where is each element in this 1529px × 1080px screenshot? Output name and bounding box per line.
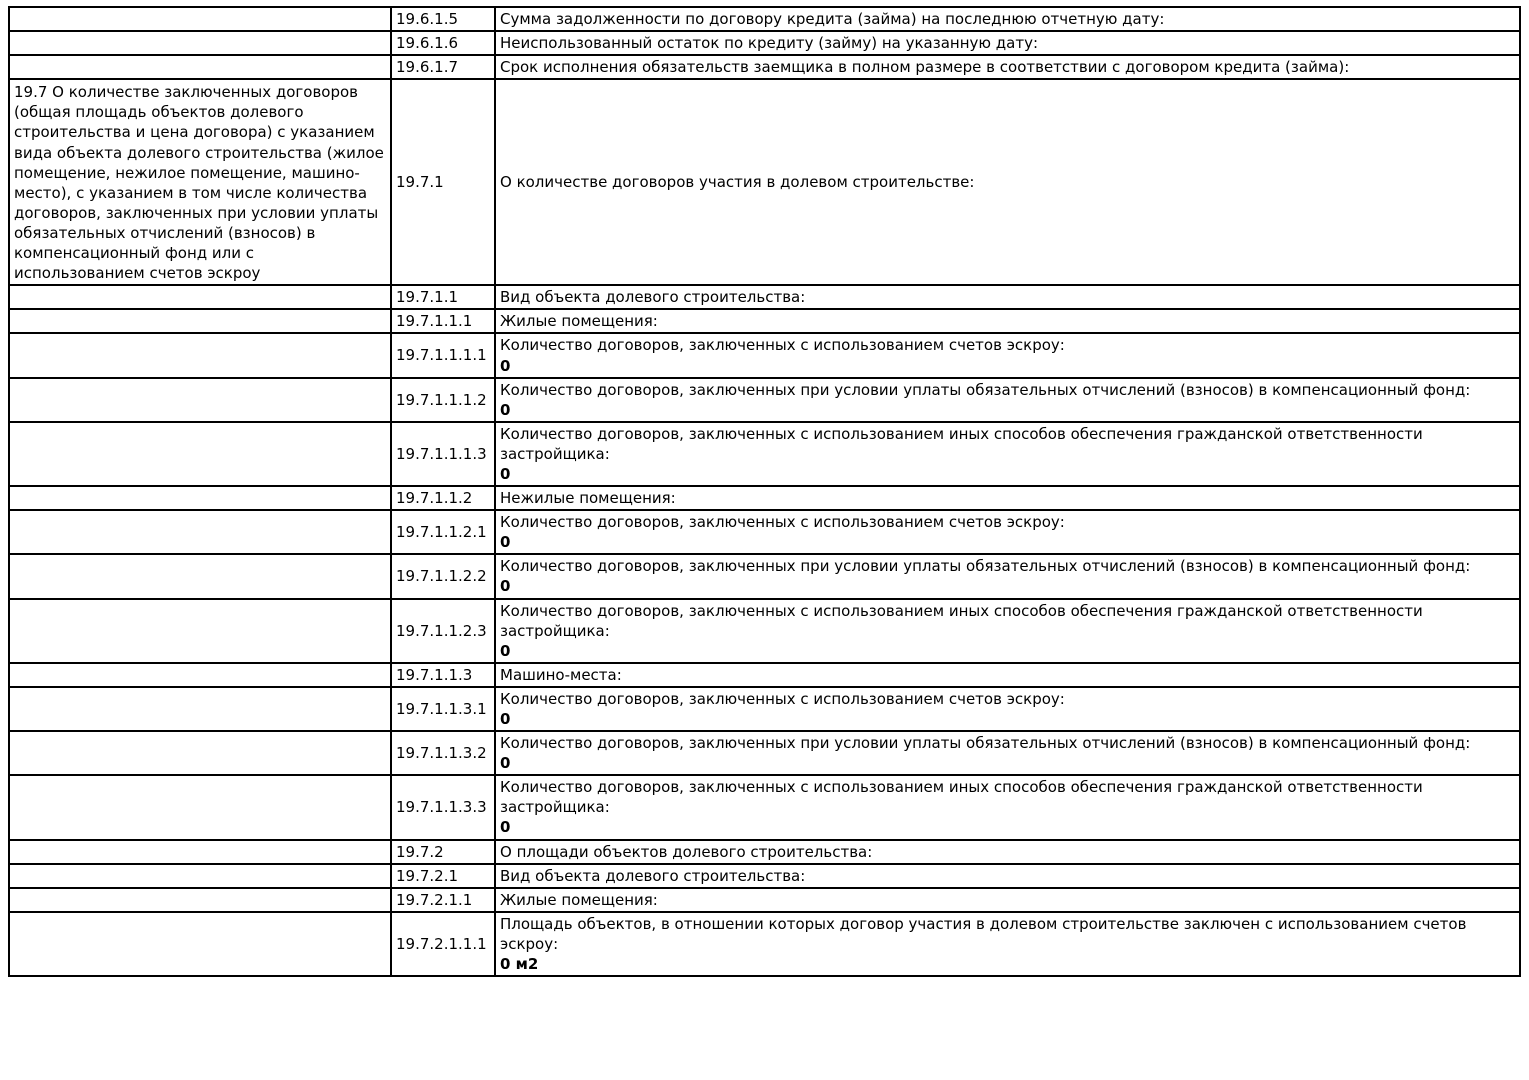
row-value: 0 м2: [500, 955, 539, 974]
left-cell: [9, 378, 391, 422]
code-cell: [391, 912, 495, 976]
text-cell: [495, 687, 1520, 731]
row-code: 19.6.1.7: [396, 58, 459, 77]
code-cell: [391, 663, 495, 687]
left-cell: [9, 775, 391, 839]
text-cell: [495, 285, 1520, 309]
row-value: 0: [500, 641, 511, 660]
left-cell: [9, 554, 391, 598]
row-label: Количество договоров, заключенных с использованием счетов эскроу:: [500, 513, 1065, 532]
table-row: [9, 510, 1520, 554]
text-cell: [495, 31, 1520, 55]
row-value: 0: [500, 754, 511, 773]
row-code: 19.7.1.1.1.3: [396, 444, 487, 463]
text-cell: [495, 79, 1520, 285]
table-row: [9, 55, 1520, 79]
row-label: Количество договоров, заключенных при условии уплаты обязательных отчислений (взносов) в компенсационный фонд:: [500, 380, 1471, 399]
left-cell: [9, 309, 391, 333]
row-value: 0: [500, 577, 511, 596]
code-cell: [391, 7, 495, 31]
text-cell: [495, 912, 1520, 976]
row-label: Сумма задолженности по договору кредита (займа) на последнюю отчетную дату:: [500, 10, 1165, 28]
code-cell: [391, 554, 495, 598]
text-cell: [495, 864, 1520, 888]
table-row: [9, 79, 1520, 285]
row-label: О площади объектов долевого строительства:: [500, 842, 873, 861]
text-cell: [495, 55, 1520, 79]
code-cell: [391, 422, 495, 486]
row-label: Количество договоров, заключенных с использованием счетов эскроу:: [500, 336, 1065, 355]
code-cell: [391, 599, 495, 663]
table-row: [9, 7, 1520, 31]
left-cell: [9, 55, 391, 79]
code-cell: [391, 378, 495, 422]
row-label: Количество договоров, заключенных при условии уплаты обязательных отчислений (взносов) в компенсационный фонд:: [500, 734, 1471, 753]
row-code: 19.7.1.1.3.3: [396, 798, 487, 817]
table-row: [9, 687, 1520, 731]
table-row: [9, 864, 1520, 888]
code-cell: [391, 55, 495, 79]
row-label: Количество договоров, заключенных при условии уплаты обязательных отчислений (взносов) в компенсационный фонд:: [500, 557, 1471, 576]
row-code: 19.7.1.1.2.2: [396, 567, 487, 586]
text-cell: [495, 378, 1520, 422]
text-cell: [495, 333, 1520, 377]
table-row: [9, 554, 1520, 598]
section-description: 19.7 О количестве заключенных договоров (общая площадь объектов долевого строительства и цена договора) с указанием вида объекта долевого строительства (жилое помещение, нежилое помещение, машино-место), с указанием в том числе количества договоров, заключенных при условии уплаты обязательных отчислений (взносов) в компенсационный фонд или с использованием счетов эскроу: [14, 83, 384, 283]
code-cell: [391, 309, 495, 333]
table-row: [9, 31, 1520, 55]
table-row: [9, 422, 1520, 486]
row-code: 19.6.1.5: [396, 10, 459, 28]
table-row: [9, 663, 1520, 687]
left-cell: [9, 599, 391, 663]
row-label: Неиспользованный остаток по кредиту (займу) на указанную дату:: [500, 34, 1039, 53]
table-row: [9, 731, 1520, 775]
row-code: 19.6.1.6: [396, 34, 459, 53]
row-value: 0: [500, 533, 511, 552]
row-code: 19.7.1.1.3: [396, 665, 473, 684]
text-cell: [495, 510, 1520, 554]
code-cell: [391, 79, 495, 285]
table-row: [9, 599, 1520, 663]
text-cell: [495, 422, 1520, 486]
row-label: Жилые помещения:: [500, 890, 658, 909]
left-cell: [9, 731, 391, 775]
table-row: [9, 840, 1520, 864]
left-cell: [9, 7, 391, 31]
left-cell: [9, 510, 391, 554]
table-row: [9, 775, 1520, 839]
text-cell: [495, 840, 1520, 864]
left-cell: [9, 486, 391, 510]
row-label: Количество договоров, заключенных с использованием иных способов обеспечения гражданской ответственности застройщика:: [500, 424, 1423, 463]
row-label: Жилые помещения:: [500, 312, 658, 331]
code-cell: [391, 775, 495, 839]
table-row: [9, 378, 1520, 422]
row-code: 19.7.1.1.3.1: [396, 699, 487, 718]
table-row: [9, 309, 1520, 333]
code-cell: [391, 864, 495, 888]
row-code: 19.7.2.1: [396, 866, 459, 885]
row-label: Машино-места:: [500, 665, 622, 684]
text-cell: [495, 486, 1520, 510]
left-cell: [9, 864, 391, 888]
row-value: 0: [500, 400, 511, 419]
row-label: Срок исполнения обязательств заемщика в полном размере в соответствии с договором кредита (займа):: [500, 58, 1350, 77]
text-cell: [495, 554, 1520, 598]
code-cell: [391, 31, 495, 55]
row-value: 0: [500, 710, 511, 728]
row-label: Площадь объектов, в отношении которых договор участия в долевом строительстве заключен с использованием счетов эскроу:: [500, 914, 1467, 953]
row-code: 19.7.1.1.1.1: [396, 346, 487, 365]
row-label: Нежилые помещения:: [500, 489, 676, 508]
code-cell: [391, 687, 495, 731]
table-row: [9, 333, 1520, 377]
text-cell: [495, 775, 1520, 839]
left-cell: [9, 333, 391, 377]
row-code: 19.7.2: [396, 842, 444, 861]
row-label: Количество договоров, заключенных с использованием иных способов обеспечения гражданской ответственности застройщика:: [500, 778, 1423, 817]
text-cell: [495, 888, 1520, 912]
code-cell: [391, 486, 495, 510]
row-value: 0: [500, 356, 511, 375]
text-cell: [495, 599, 1520, 663]
text-cell: [495, 663, 1520, 687]
left-cell: [9, 888, 391, 912]
row-label: Вид объекта долевого строительства:: [500, 866, 806, 885]
text-cell: [495, 7, 1520, 31]
code-cell: [391, 731, 495, 775]
row-code: 19.7.1.1: [396, 288, 459, 307]
row-code: 19.7.1.1.1: [396, 312, 473, 331]
left-cell: [9, 422, 391, 486]
table-row: [9, 888, 1520, 912]
left-cell: [9, 663, 391, 687]
left-cell: [9, 31, 391, 55]
code-cell: [391, 888, 495, 912]
row-value: 0: [500, 818, 511, 837]
section-description-cell: [9, 79, 391, 285]
row-code: 19.7.1.1.2.1: [396, 523, 487, 542]
row-label: Вид объекта долевого строительства:: [500, 288, 806, 307]
table-row: [9, 486, 1520, 510]
table-row: [9, 285, 1520, 309]
declaration-table: [8, 6, 1521, 977]
row-code: 19.7.1.1.2.3: [396, 621, 487, 640]
row-label: Количество договоров, заключенных с использованием счетов эскроу:: [500, 689, 1065, 708]
row-code: 19.7.1.1.1.2: [396, 390, 487, 409]
left-cell: [9, 912, 391, 976]
code-cell: [391, 510, 495, 554]
row-code: 19.7.1: [396, 173, 444, 192]
left-cell: [9, 687, 391, 731]
table-row: [9, 912, 1520, 976]
row-value: 0: [500, 464, 511, 483]
row-code: 19.7.1.1.3.2: [396, 744, 487, 763]
left-cell: [9, 840, 391, 864]
row-label: Количество договоров, заключенных с использованием иных способов обеспечения гражданской ответственности застройщика:: [500, 601, 1423, 640]
code-cell: [391, 285, 495, 309]
row-code: 19.7.1.1.2: [396, 489, 473, 508]
left-cell: [9, 285, 391, 309]
row-label: О количестве договоров участия в долевом строительстве:: [500, 173, 975, 192]
row-code: 19.7.2.1.1: [396, 890, 473, 909]
text-cell: [495, 731, 1520, 775]
code-cell: [391, 840, 495, 864]
text-cell: [495, 309, 1520, 333]
row-code: 19.7.2.1.1.1: [396, 934, 487, 953]
code-cell: [391, 333, 495, 377]
